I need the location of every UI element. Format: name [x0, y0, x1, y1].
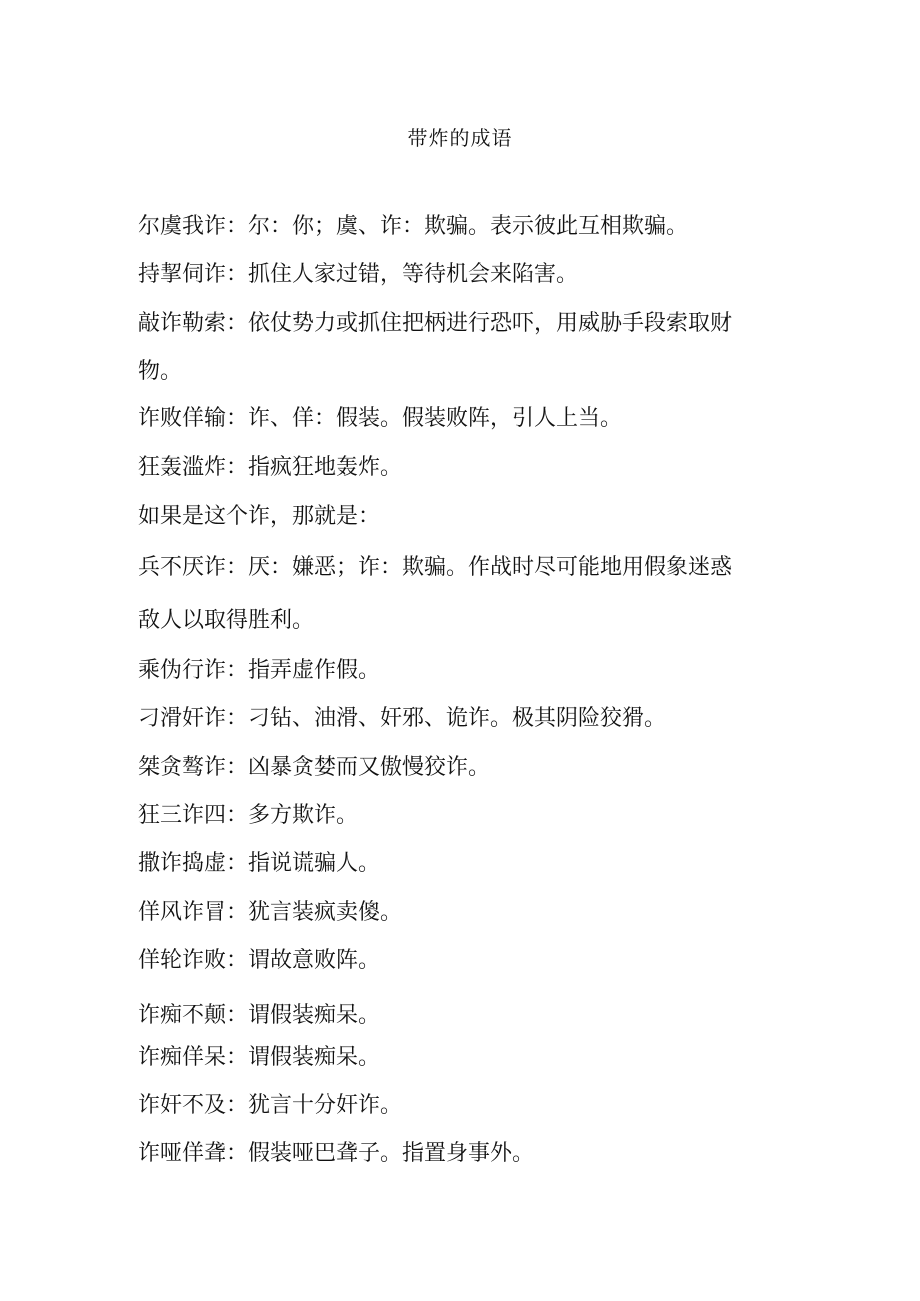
idiom-line: 诈哑佯聋：假装哑巴聋子。指置身事外。 — [138, 1141, 535, 1166]
idiom-line: 佯轮诈败：谓故意败阵。 — [138, 948, 381, 973]
idiom-line: 乘伪行诈：指弄虚作假。 — [138, 658, 381, 683]
idiom-line: 尔虞我诈：尔：你；虞、诈：欺骗。表示彼此互相欺骗。 — [138, 214, 689, 239]
idiom-line: 桀贪骜诈：凶暴贪婪而又傲慢狡诈。 — [138, 755, 491, 780]
idiom-line: 狂轰滥炸：指疯狂地轰炸。 — [138, 455, 403, 480]
idiom-line: 诈痴不颠：谓假装痴呆。 — [138, 1003, 381, 1028]
idiom-line: 诈败佯输：诈、佯：假装。假装败阵，引人上当。 — [138, 406, 623, 431]
idiom-line: 狂三诈四：多方欺诈。 — [138, 803, 359, 828]
idiom-line: 撒诈捣虚：指说谎骗人。 — [138, 851, 381, 876]
idiom-line-continuation: 物。 — [138, 359, 183, 384]
idiom-line: 诈痴佯呆：谓假装痴呆。 — [138, 1045, 381, 1070]
idiom-line: 诈奸不及：犹言十分奸诈。 — [138, 1093, 403, 1118]
idiom-line-continuation: 敌人以取得胜利。 — [138, 608, 315, 633]
idiom-line: 佯风诈冒：犹言装疯卖傻。 — [138, 900, 403, 925]
section-note: 如果是这个诈，那就是： — [138, 504, 381, 529]
idiom-line: 持挈伺诈：抓住人家过错，等待机会来陷害。 — [138, 262, 579, 287]
idiom-line: 兵不厌诈：厌：嫌恶；诈：欺骗。作战时尽可能地用假象迷惑 — [138, 555, 733, 580]
document-title: 带炸的成语 — [407, 126, 513, 150]
idiom-line: 敲诈勒索：依仗势力或抓住把柄进行恐吓，用威胁手段索取财 — [138, 311, 733, 336]
idiom-line: 刁滑奸诈：刁钻、油滑、奸邪、诡诈。极其阴险狡猾。 — [138, 706, 667, 731]
